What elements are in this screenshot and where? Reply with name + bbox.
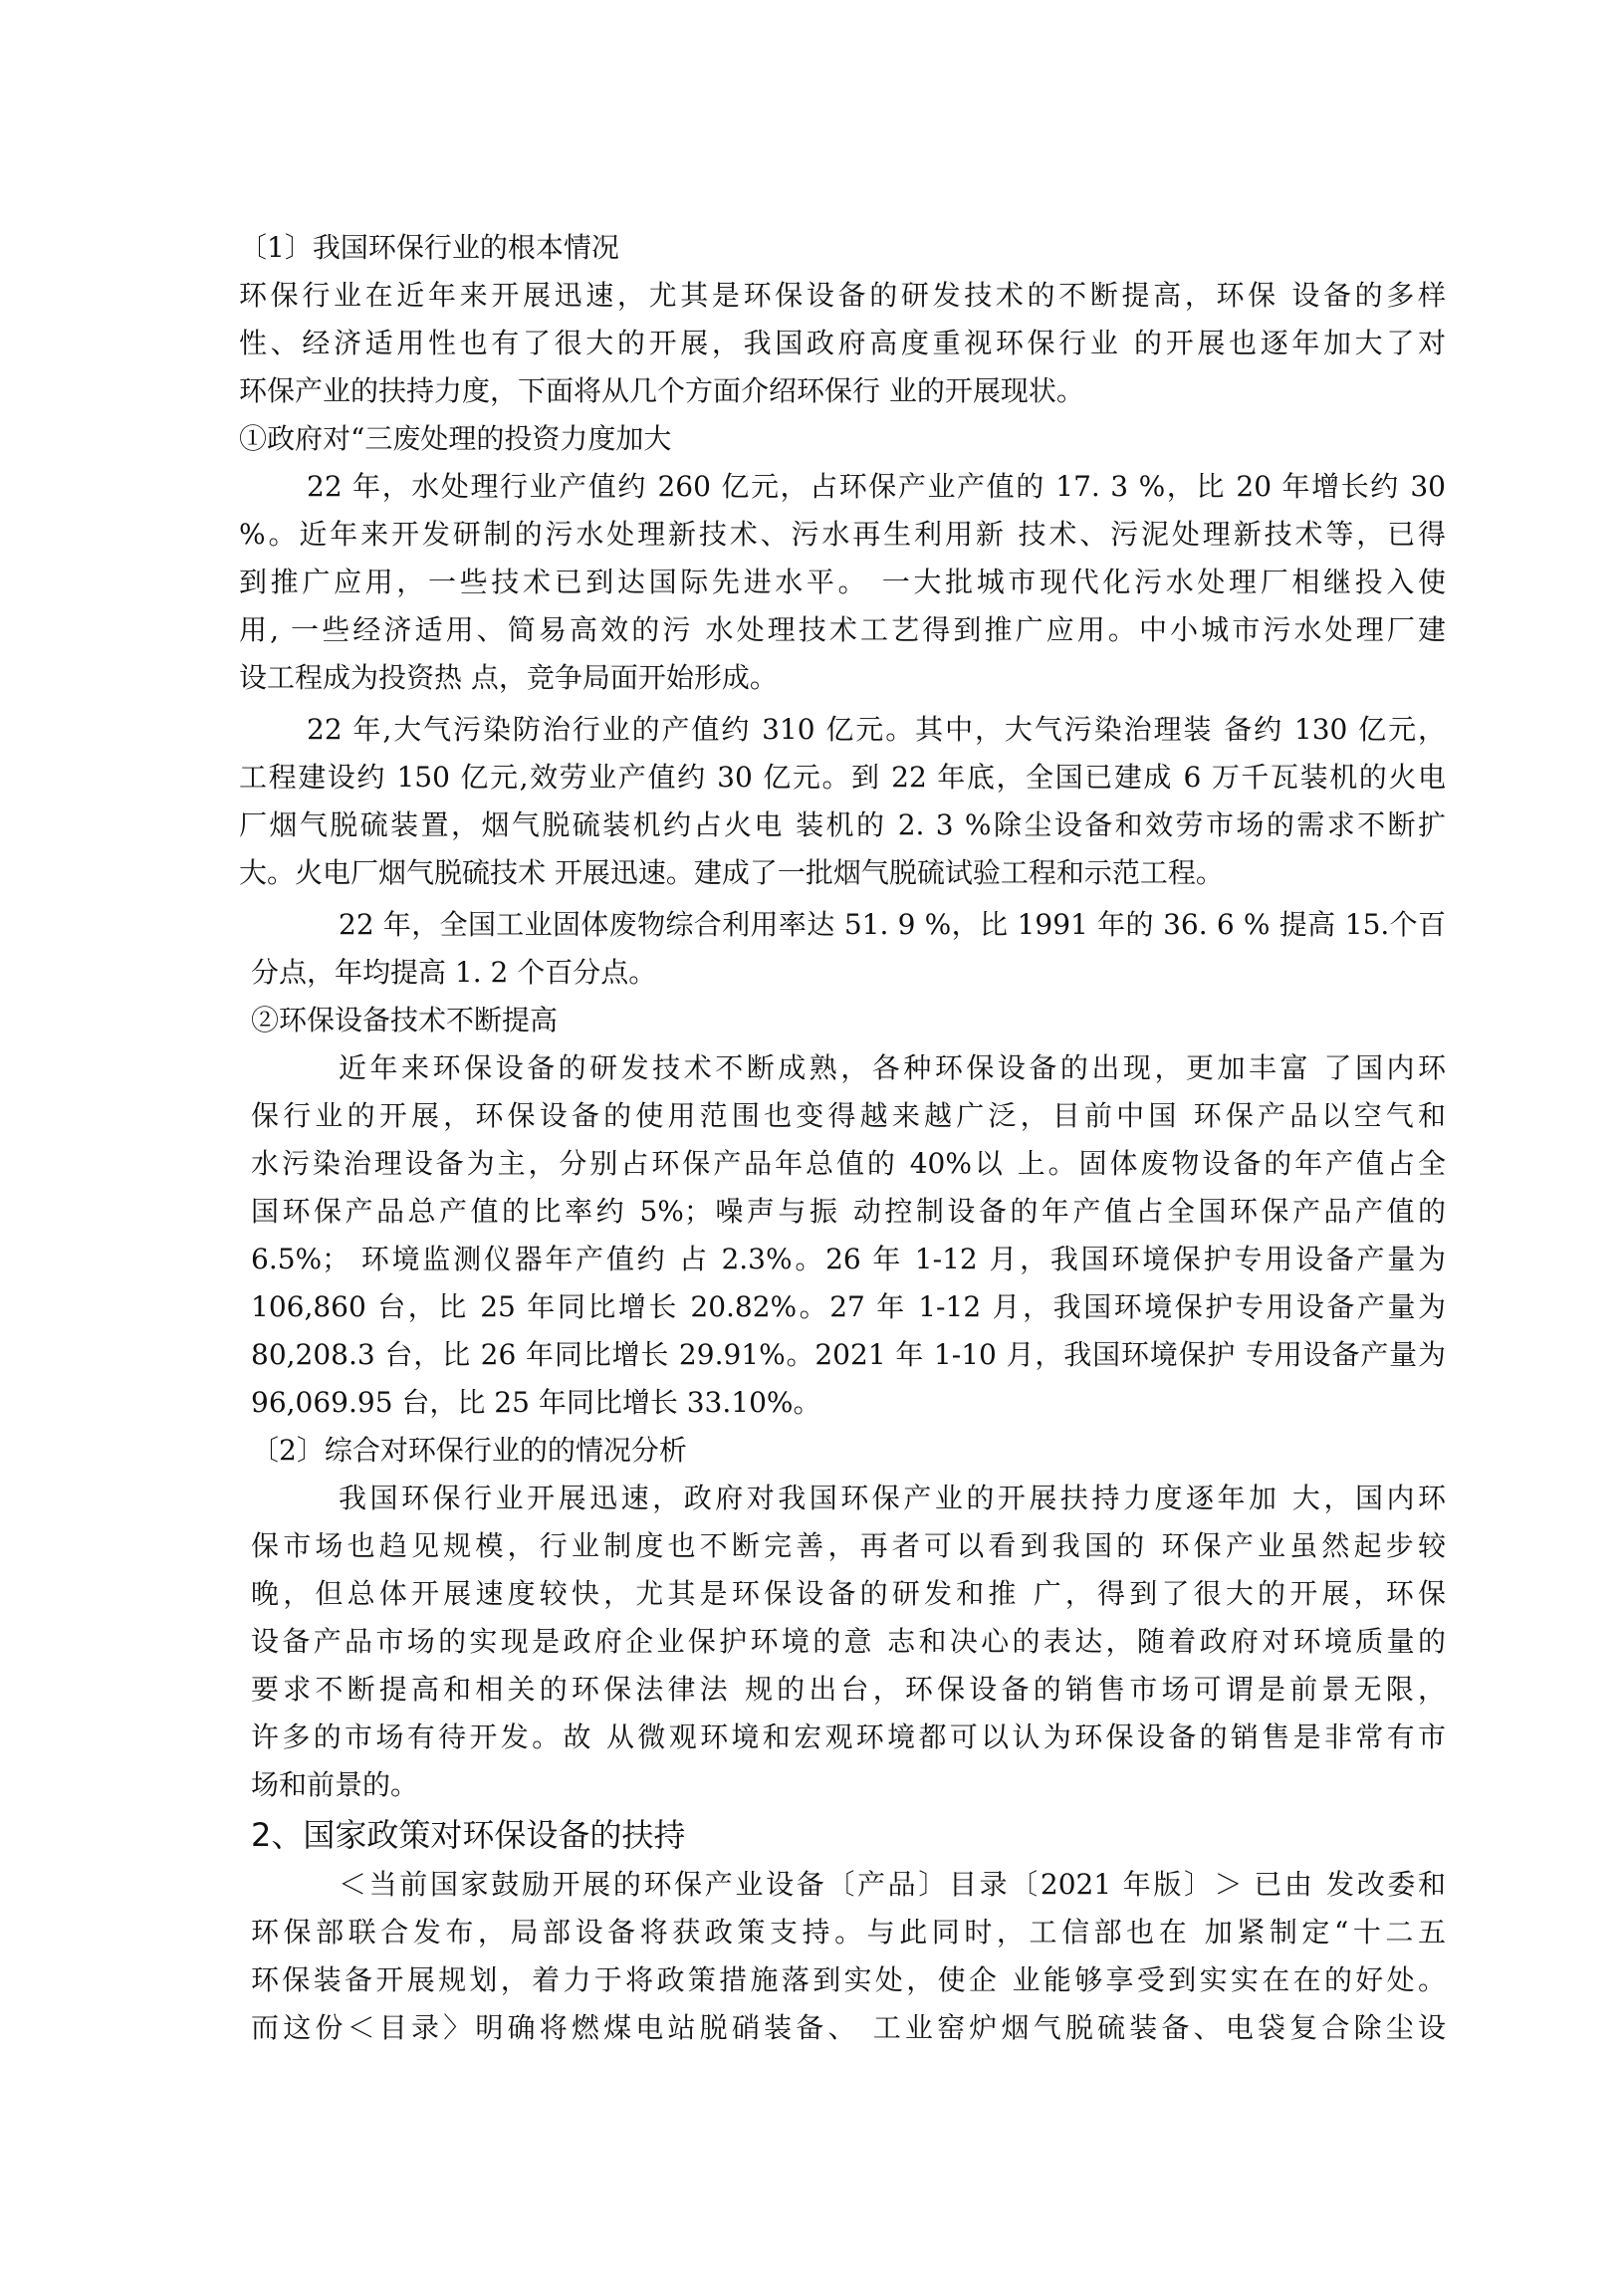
analysis-paragraph [239,1475,1446,1809]
text-line: 96,069.95 台，比 25 年同比增长 33.10%。 [251,1386,821,1419]
text-line: 水污染治理设备为主，分别占环保产品年总值的 40%以 上。固体废物设备的年产值占全 [251,1147,1446,1180]
text-line: 保市场也趋见规模，行业制度也不断完善，再者可以看到我国的 环保产业虽然起步较 [251,1529,1446,1562]
policy-paragraph [239,1861,1446,2052]
text-line: 许多的市场有待开发。故 从微观环境和宏观环境都可以认为环保设备的销售是非常有市 [251,1720,1446,1753]
text-line: 国环保产品总产值的比率约 5%；噪声与振 动控制设备的年产值占全国环保产品产值的 [251,1195,1446,1228]
text-line: 工程建设约 150 亿元,效劳业产值约 30 亿元。到 22 年底，全国已建成 6 万千瓦装机的火电 [239,761,1446,794]
text-line: 用, 一些经济适用、简易高效的污 水处理技术工艺得到推广应用。中小城市污水处理厂建 [239,613,1446,646]
text-line: 设备产品市场的实现是政府企业保护环境的意 志和决心的表达，随着政府对环境质量的 [251,1625,1446,1658]
equipment-paragraph [239,1044,1446,1427]
text-line: 场和前景的。 [251,1768,419,1801]
text-line: 性、经济适用性也有了很大的开展，我国政府高度重视环保行业 的开展也逐年加大了对 [239,327,1446,359]
air-paragraph [239,706,1446,897]
text-line: 环保行业在近年来开展迅速，尤其是环保设备的研发技术的不断提高，环保 设备的多样 [239,279,1446,312]
text-line: 设工程成为投资热 点，竞争局面开始形成。 [239,661,778,694]
section-heading-basic-situation: 〔1〕我国环保行业的根本情况 [239,231,619,264]
text-line: 我国环保行业开展迅速，政府对我国环保产业的开展扶持力度逐年加 大，国内环 [339,1482,1446,1514]
text-line: 晚，但总体开展速度较快，尤其是环保设备的研发和推 广，得到了很大的开展，环保 [251,1577,1446,1610]
text-line: 到推广应用，一些技术已到达国际先进水平。 一大批城市现代化污水处理厂相继投入使 [239,566,1446,598]
solid-waste-paragraph [239,901,1446,997]
text-line: 而这份＜目录〉明确将燃煤电站脱硝装备、 工业窑炉烟气脱硫装备、电袋复合除尘设 [251,2011,1446,2044]
subheading-investment: ①政府对“三废处理的投资力度加大 [239,422,672,455]
text-line: 大。火电厂烟气脱硫技术 开展迅速。建成了一批烟气脱硫试验工程和示范工程。 [239,856,1224,889]
text-line: 近年来环保设备的研发技术不断成熟，各种环保设备的出现，更加丰富 了国内环 [339,1051,1446,1084]
section-heading-analysis: 〔2〕综合对环保行业的的情况分析 [251,1434,687,1467]
subheading-equipment-tech: ②环保设备技术不断提高 [251,1004,559,1036]
text-line: 22 年,大气污染防治行业的产值约 310 亿元。其中，大气污染治理装 备约 130 亿元， [307,713,1446,746]
text-line: ＜当前国家鼓励开展的环保产业设备〔产品〕目录〔2021 年版〕＞ 已由 发改委和 [339,1868,1446,1901]
text-line: 22 年，水处理行业产值约 260 亿元，占环保产业产值的 17. 3 %，比 20 年增长约 30 [307,470,1446,503]
text-line: 厂烟气脱硫装置，烟气脱硫装机约占火电 装机的 2. 3 %除尘设备和效劳市场的需求不断扩 [239,808,1446,841]
text-line: 22 年，全国工业固体废物综合利用率达 51. 9 %，比 1991 年的 36. 6 % 提高 15.个百 [339,908,1446,941]
text-line: 80,208.3 台，比 26 年同比增长 29.91%。2021 年 1-10 月，我国环境保护 专用设备产量为 [251,1338,1446,1371]
text-line: 分点，年均提高 1. 2 个百分点。 [251,956,657,989]
text-line: 6.5%； 环境监测仪器年产值约 占 2.3%。26 年 1-12 月，我国环境保护专用设备产量为 [251,1243,1446,1275]
section-heading-policy: 2、国家政策对环保设备的扶持 [251,1816,686,1854]
text-line: 要求不断提高和相关的环保法律法 规的出台，环保设备的销售市场可谓是前景无限， [251,1673,1446,1706]
text-line: 环保装备开展规划，着力于将政策措施落到实处，使企 业能够享受到实实在在的好处。 [251,1963,1446,1996]
intro-paragraph [239,272,1446,415]
text-line: 106,860 台，比 25 年同比增长 20.82%。27 年 1-12 月，我国环境保护专用设备产量为 [251,1290,1446,1323]
text-line: %。近年来开发研制的污水处理新技术、污水再生利用新 技术、污泥处理新技术等，已得 [239,518,1446,551]
document-body [239,224,1446,2052]
text-line: 保行业的开展，环保设备的使用范围也变得越来越广泛，目前中国 环保产品以空气和 [251,1099,1446,1132]
text-line: 环保部联合发布，局部设备将获政策支持。与此同时，工信部也在 加紧制定“十二五 [251,1916,1446,1949]
text-line: 环保产业的扶持力度，下面将从几个方面介绍环保行 业的开展现状。 [239,374,1084,407]
water-paragraph [239,463,1446,702]
